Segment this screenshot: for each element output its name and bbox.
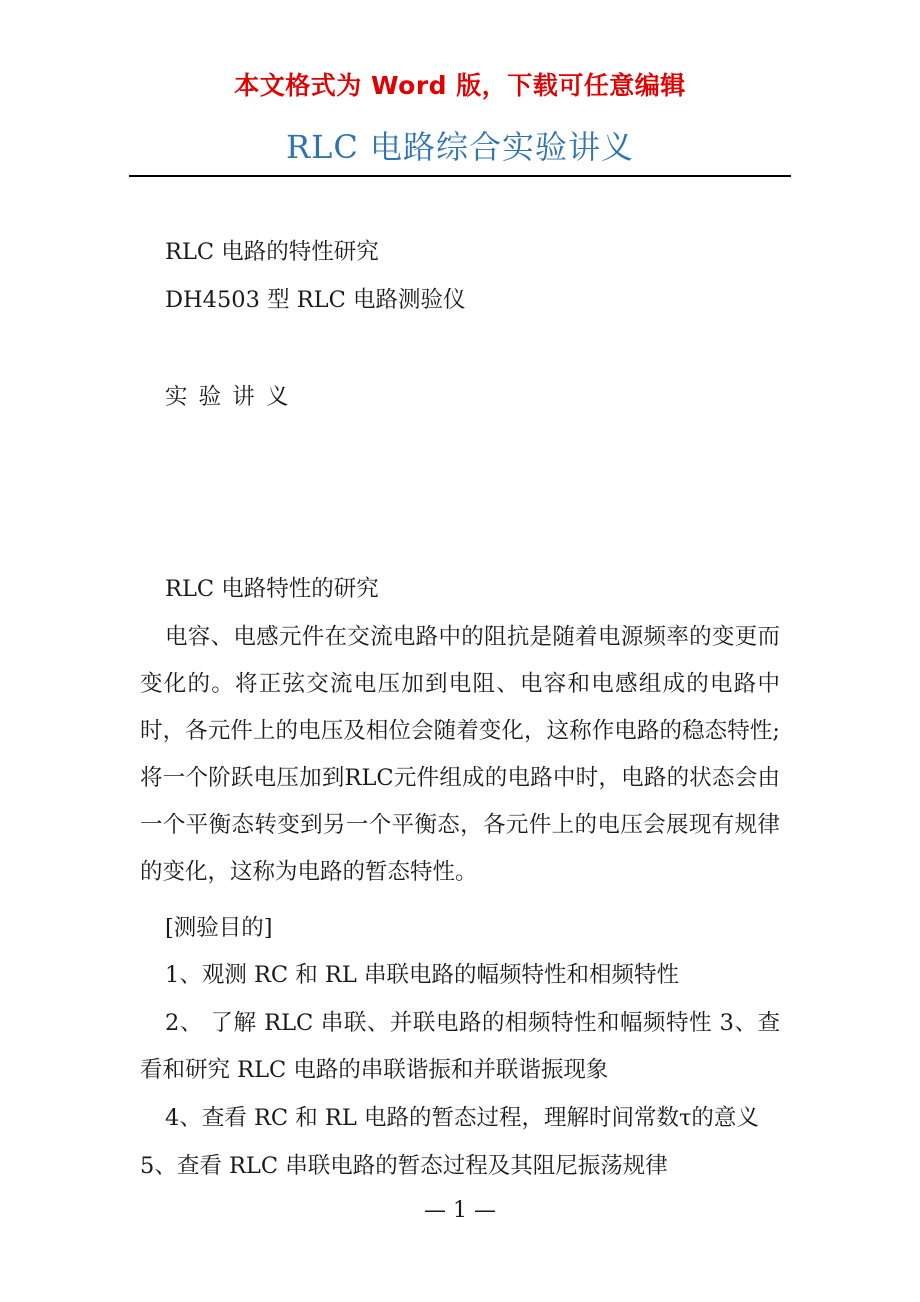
format-banner: 本文格式为 Word 版，下载可任意编辑 <box>234 71 686 100</box>
purpose-item-5: 5、查看 RLC 串联电路的暂态过程及其阻尼振荡规律 <box>140 1153 668 1179</box>
intro-paragraph: 电容、电感元件在交流电路中的阻抗是随着电源频率的变更而变化的。将正弦交流电压加到电阻、电容和电感组成的电路中时，各元件上的电压及相位会随着变化，这称作电路的稳态特性; 将一个阶跃电压加到RLC元件组成的电路中时，电路的状态会由一个平衡态转变到另一个平衡态，各元件上的电压会展现有规律的变化，这称为电路的暂态特性。 <box>140 624 780 885</box>
cover-line-instrument: DH4503 型 RLC 电路测验仪 <box>165 287 466 313</box>
purpose-item-2-3: 2、 了解 RLC 串联、并联电路的相频特性和幅频特性 3、查看和研究 RLC 电路的串联谐振和并联谐振现象 <box>140 1010 780 1083</box>
purpose-item-4: 4、查看 RC 和 RL 电路的暂态过程，理解时间常数τ的意义 <box>165 1105 759 1131</box>
document-title: RLC 电路综合实验讲义 <box>285 128 634 166</box>
purpose-heading: [测验目的] <box>165 915 273 941</box>
section-heading: RLC 电路特性的研究 <box>165 576 379 602</box>
cover-line-lecture: 实 验 讲 义 <box>165 384 291 410</box>
page-number: — 1 — <box>424 1198 496 1223</box>
title-divider <box>129 175 791 177</box>
purpose-item-1: 1、观测 RC 和 RL 串联电路的幅频特性和相频特性 <box>165 962 679 988</box>
cover-line-subject: RLC 电路的特性研究 <box>165 239 379 265</box>
